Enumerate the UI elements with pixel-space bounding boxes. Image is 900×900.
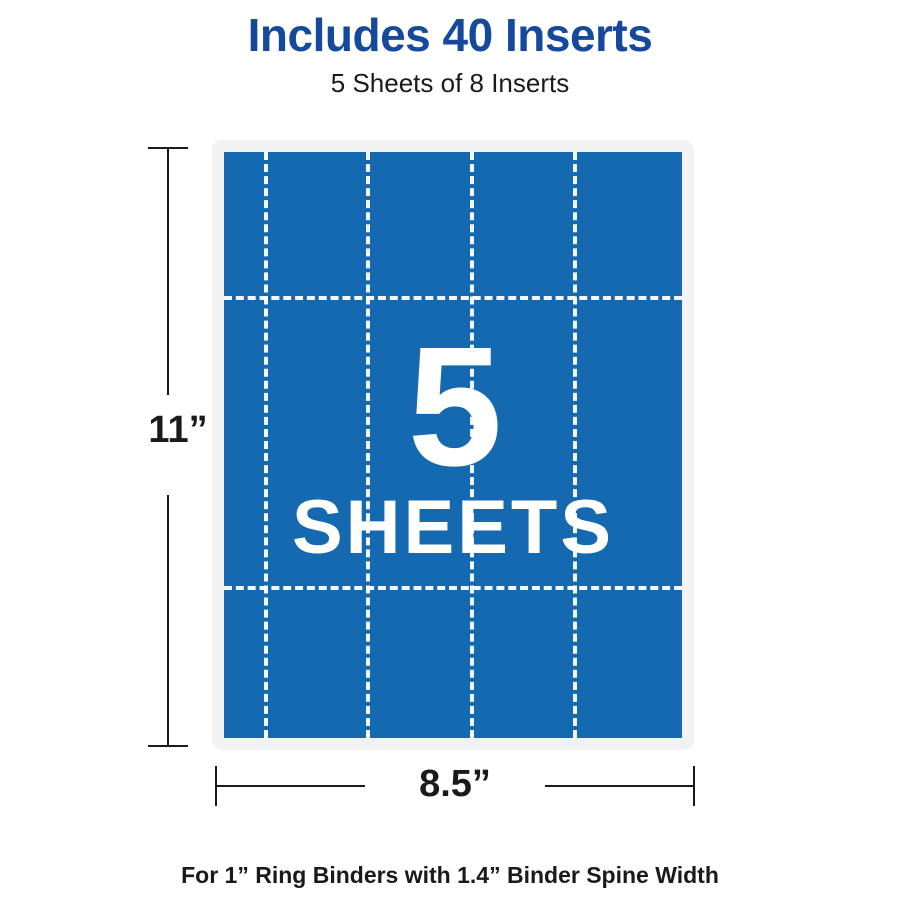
- sheet-page: [224, 152, 682, 738]
- height-dimension-cap-top: [148, 147, 188, 149]
- height-dimension-line: [138, 147, 218, 747]
- compatibility-note: For 1” Ring Binders with 1.4” Binder Spine Width: [181, 862, 719, 888]
- height-dimension-label: 11”: [148, 409, 208, 451]
- sheet-count-word: SHEETS: [291, 485, 615, 570]
- width-dimension-label: 8.5”: [419, 763, 491, 805]
- width-dimension-cap-right: [693, 766, 695, 806]
- height-dimension-cap-bottom: [148, 745, 188, 747]
- perforation-line-horizontal: [224, 586, 682, 590]
- sheet-count-number: 5: [407, 312, 499, 502]
- sheet-illustration: [212, 140, 694, 750]
- width-dimension-line: [215, 760, 695, 810]
- page-title: Includes 40 Inserts: [247, 9, 653, 61]
- width-dimension-cap-left: [215, 766, 217, 806]
- perforation-line-horizontal: [224, 296, 682, 300]
- page-subtitle: 5 Sheets of 8 Inserts: [330, 68, 570, 98]
